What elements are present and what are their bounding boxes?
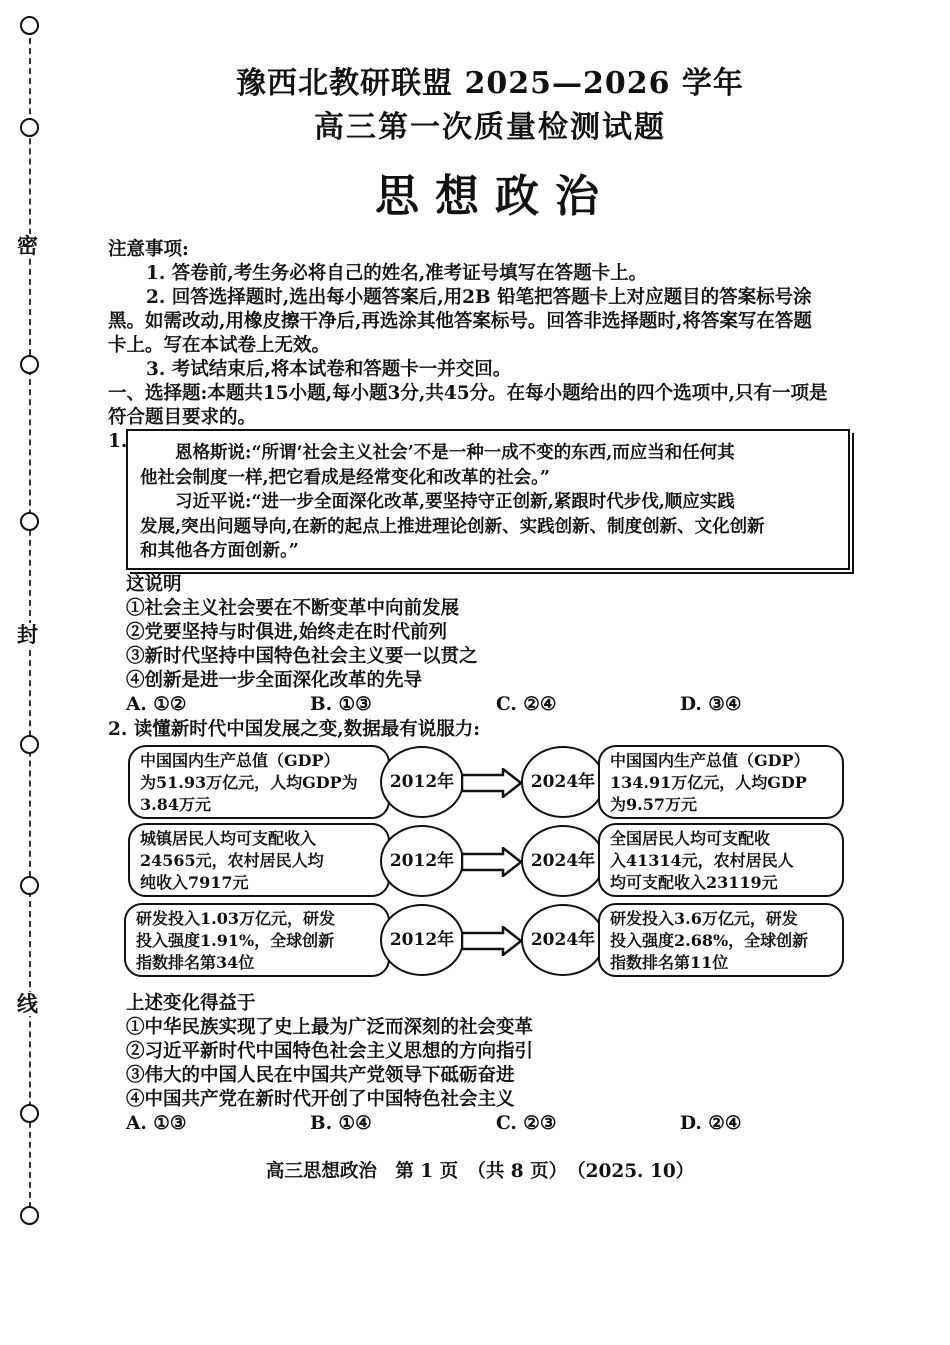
q2-statement-1: ①中华民族实现了史上最为广泛而深刻的社会变革 [126,1017,534,1038]
q1-statement-3: ③新时代坚持中国特色社会主义要一以贯之 [126,646,478,667]
notes-item-2-line2: 黑。如需改动,用橡皮擦干净后,再选涂其他答案标号。回答非选择题时,将答案写在答题 [108,311,812,332]
quote-line: 和其他各方面创新。” [140,541,299,561]
data-box-2012-rd [124,903,390,977]
q2-statement-2: ②习近平新时代中国特色社会主义思想的方向指引 [126,1041,534,1062]
notes-item-3: 3. 考试结束后,将本试卷和答题卡一并交回。 [146,359,512,380]
subject-title: 思想政治 [375,171,615,222]
q2-stem: 2. 读懂新时代中国发展之变,数据最有说服力: [108,719,481,740]
notes-item-2-line1: 2. 回答选择题时,选出每小题答案后,用2B 铅笔把答题卡上对应题目的答案标号涂 [146,287,812,308]
q2-statement-3: ③伟大的中国人民在中国共产党领导下砥砺奋进 [126,1065,515,1086]
q1-option-d[interactable]: D. ③④ [680,694,742,715]
binding-hole-icon [20,876,39,895]
data-text: 投入强度2.68%，全球创新 [610,931,809,950]
data-text: 纯收入7917元 [140,873,249,892]
notes-heading: 注意事项: [108,239,189,260]
year-circle-2024: 2024年 [521,746,605,818]
binding-hole-icon [20,735,39,754]
binding-char-xian: 线 [17,991,38,1016]
binding-hole-icon [20,1206,39,1225]
year-circle-2012: 2012年 [380,904,464,976]
q1-option-c[interactable]: C. ②④ [496,694,557,715]
q1-option-b[interactable]: B. ①③ [310,694,372,715]
right-arrow-icon [461,926,523,956]
section-heading-line1: 一、选择题:本题共15小题,每小题3分,共45分。在每小题给出的四个选项中,只有一项是 [108,383,828,404]
data-text: 为9.57万元 [610,795,697,814]
year-circle-2024: 2024年 [521,825,605,897]
year-circle-2012: 2012年 [380,825,464,897]
data-text: 24565元，农村居民人均 [140,851,324,870]
data-text: 中国国内生产总值（GDP） [610,751,810,770]
q1-statement-1: ①社会主义社会要在不断变革中向前发展 [126,598,460,619]
q1-statement-2: ②党要坚持与时俱进,始终走在时代前列 [126,622,447,643]
q1-stem: 这说明 [126,574,182,595]
data-text: 研发投入3.6万亿元，研发 [610,909,798,928]
data-text: 均可支配收入23119元 [610,873,778,892]
data-text: 指数排名第11位 [610,953,729,972]
year-circle-2012: 2012年 [380,746,464,818]
year-circle-2024: 2024年 [521,904,605,976]
data-box-2024-gdp [598,745,844,819]
exam-title-line2: 高三第一次质量检测试题 [314,110,666,145]
data-text: 3.84万元 [140,795,211,814]
question-number-1: 1. [108,431,128,452]
data-text: 全国居民人均可支配收 [610,829,771,848]
right-arrow-icon [461,847,523,877]
binding-hole-icon [20,16,39,35]
data-text: 入41314元，农村居民人 [610,851,794,870]
q1-statement-4: ④创新是进一步全面深化改革的先导 [126,670,423,691]
binding-hole-icon [20,1104,39,1123]
q2-after-stem: 上述变化得益于 [126,993,256,1014]
quote-line: 他社会制度一样,把它看成是经常变化和改革的社会。” [140,467,550,488]
q2-option-b[interactable]: B. ①④ [310,1113,372,1134]
binding-char-feng: 封 [17,622,38,647]
notes-item-2-line3: 卡上。写在本试卷上无效。 [108,335,331,356]
data-box-2012-gdp [128,745,390,819]
exam-title-line1: 豫西北教研联盟 2025—2026 学年 [236,66,744,101]
data-text: 研发投入1.03万亿元，研发 [136,909,335,928]
notes-item-1: 1. 答卷前,考生务必将自己的姓名,准考证号填写在答题卡上。 [146,263,648,284]
data-box-2024-rd [598,903,844,977]
data-text: 中国国内生产总值（GDP） [140,751,340,770]
binding-hole-icon [20,355,39,374]
data-text: 投入强度1.91%，全球创新 [136,931,335,950]
q2-option-d[interactable]: D. ②④ [680,1113,742,1134]
data-text: 指数排名第34位 [136,953,255,972]
data-box-2012-income [128,823,390,897]
binding-hole-icon [20,512,39,531]
data-box-2024-income [598,823,844,897]
q2-option-a[interactable]: A. ①③ [126,1113,187,1134]
right-arrow-icon [461,768,523,798]
data-text: 城镇居民人均可支配收入 [140,829,317,848]
section-heading-line2: 符合题目要求的。 [108,407,257,428]
quote-line: 习近平说:“进一步全面深化改革,要坚持守正创新,紧跟时代步伐,顺应实践 [175,492,735,512]
quote-line: 恩格斯说:“所谓‘社会主义社会’不是一种一成不变的东西,而应当和任何其 [175,443,735,463]
q1-option-a[interactable]: A. ①② [126,694,187,715]
binding-char-mi: 密 [17,233,38,258]
quote-line: 发展,突出问题导向,在新的起点上推进理论创新、实践创新、制度创新、文化创新 [140,516,765,537]
q2-option-c[interactable]: C. ②③ [496,1113,557,1134]
quote-box [126,429,850,570]
page-footer: 高三思想政治 第 1 页 （共 8 页） （2025. 10） [265,1161,695,1182]
data-text: 134.91万亿元，人均GDP [610,773,807,792]
q2-statement-4: ④中国共产党在新时代开创了中国特色社会主义 [126,1089,515,1110]
data-text: 为51.93万亿元，人均GDP为 [140,773,358,792]
